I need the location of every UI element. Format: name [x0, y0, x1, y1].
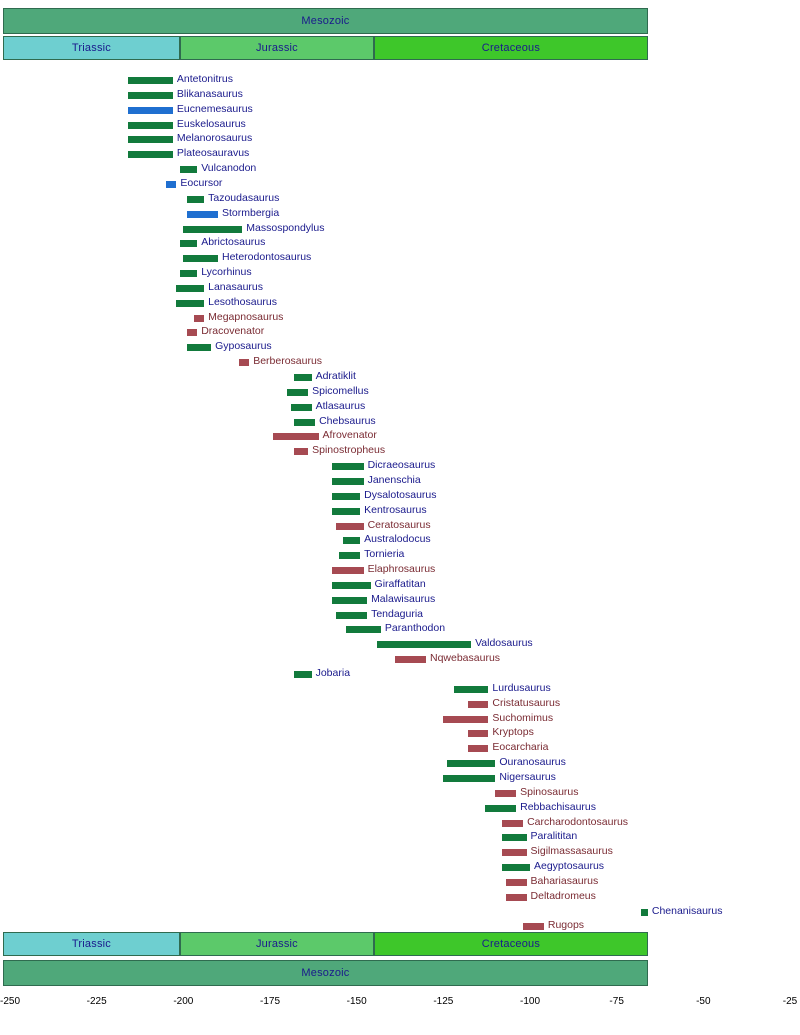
taxon-label: Carcharodontosaurus — [527, 815, 629, 828]
taxon-row — [0, 622, 800, 636]
taxon-label: Cristatusaurus — [492, 696, 561, 709]
range-bar — [346, 626, 381, 633]
range-bar — [332, 463, 363, 470]
taxon-label: Kryptops — [492, 726, 534, 739]
taxon-label: Dysalotosaurus — [364, 488, 437, 501]
taxon-label: Janenschia — [367, 473, 421, 486]
taxon-row — [0, 459, 800, 473]
range-bar — [506, 894, 527, 901]
range-bar — [395, 656, 426, 663]
taxon-row — [0, 311, 800, 325]
taxon-label: Melanorosaurus — [176, 132, 253, 145]
range-bar — [180, 166, 197, 173]
taxon-row — [0, 489, 800, 503]
axis-tick-label: -25 — [782, 996, 798, 1007]
taxon-row — [0, 444, 800, 458]
range-bar — [332, 582, 370, 589]
axis-tick-label: -75 — [609, 996, 624, 1007]
band-label: Cretaceous — [481, 938, 541, 950]
taxon-row — [0, 207, 800, 221]
taxon-row — [0, 400, 800, 414]
range-bar — [641, 909, 648, 916]
taxon-label: Spinosaurus — [520, 785, 579, 798]
range-bar — [343, 537, 360, 544]
taxon-row — [0, 533, 800, 547]
axis-tick-label: -50 — [696, 996, 711, 1007]
range-bar — [176, 300, 204, 307]
taxon-label: Eocursor — [180, 176, 223, 189]
taxon-row — [0, 281, 800, 295]
taxon-label: Jobaria — [315, 667, 351, 679]
range-bar — [166, 181, 176, 188]
range-bar — [502, 834, 526, 841]
taxon-row — [0, 845, 800, 859]
taxon-label: Adratiklit — [315, 370, 356, 382]
range-bar — [187, 211, 218, 218]
taxon-label: Sigilmassasaurus — [530, 845, 613, 858]
taxon-row — [0, 548, 800, 562]
taxon-row — [0, 816, 800, 830]
taxon-row — [0, 519, 800, 533]
taxon-label: Paralititan — [530, 830, 578, 843]
band-label: Triassic — [71, 42, 111, 54]
taxon-label: Vulcanodon — [201, 162, 257, 175]
taxon-row — [0, 73, 800, 87]
taxon-row — [0, 875, 800, 889]
range-bar — [294, 374, 311, 381]
taxon-row — [0, 103, 800, 117]
range-bar — [128, 92, 173, 99]
taxon-label: Euskelosaurus — [176, 117, 246, 130]
taxon-label: Elaphrosaurus — [367, 563, 436, 576]
range-bar — [447, 760, 496, 767]
period-band-bottom — [0, 932, 800, 956]
range-bar — [495, 790, 516, 797]
taxon-label: Megapnosaurus — [208, 310, 284, 323]
taxon-label: Plateosauravus — [176, 147, 250, 160]
taxon-row — [0, 504, 800, 518]
taxon-label: Berberosaurus — [253, 355, 323, 368]
taxon-row — [0, 266, 800, 280]
taxon-row — [0, 726, 800, 740]
range-bar — [239, 359, 249, 366]
taxon-label: Lesothosaurus — [208, 295, 278, 308]
range-bar — [468, 701, 489, 708]
era-band-bottom-segment-mesozoic — [3, 960, 648, 986]
axis-tick-label: -125 — [433, 996, 454, 1007]
taxon-row — [0, 88, 800, 102]
taxon-row — [0, 192, 800, 206]
range-bar — [339, 552, 360, 559]
taxon-label: Giraffatitan — [374, 577, 426, 590]
taxon-row — [0, 385, 800, 399]
range-bar — [443, 716, 488, 723]
taxon-label: Nqwebasaurus — [430, 652, 501, 665]
taxon-row — [0, 340, 800, 354]
range-bar — [128, 122, 173, 129]
taxon-label: Atlasaurus — [315, 399, 366, 412]
taxon-row — [0, 162, 800, 176]
range-bar — [443, 775, 495, 782]
taxon-row — [0, 741, 800, 755]
band-label: Mesozoic — [301, 967, 350, 979]
band-label: Triassic — [71, 938, 111, 950]
taxon-label: Lanasaurus — [208, 280, 263, 293]
taxon-row — [0, 236, 800, 250]
taxon-label: Ouranosaurus — [499, 756, 566, 769]
taxon-row — [0, 251, 800, 265]
range-bar — [502, 820, 523, 827]
axis-tick-label: -200 — [173, 996, 194, 1007]
taxon-row — [0, 578, 800, 592]
taxon-row — [0, 415, 800, 429]
range-bar — [187, 329, 197, 336]
range-bar — [291, 404, 312, 411]
taxon-label: Bahariasaurus — [530, 874, 599, 887]
taxon-row — [0, 682, 800, 696]
taxon-row — [0, 756, 800, 770]
period-band-bottom-segment-triassic — [3, 932, 180, 956]
axis-tick-label: -225 — [86, 996, 107, 1007]
range-bar — [128, 151, 173, 158]
range-bar — [336, 523, 364, 530]
range-bar — [336, 612, 367, 619]
range-bar — [273, 433, 318, 440]
taxon-row — [0, 786, 800, 800]
taxon-label: Valdosaurus — [475, 637, 533, 650]
taxon-label: Paranthodon — [384, 622, 446, 635]
taxon-label: Blikanasaurus — [176, 87, 243, 100]
range-bar — [502, 864, 530, 871]
taxon-row — [0, 177, 800, 191]
taxon-label: Ceratosaurus — [367, 518, 431, 531]
taxon-label: Malawisaurus — [371, 592, 436, 605]
band-label: Mesozoic — [301, 15, 350, 27]
period-band-bottom-segment-jurassic — [180, 932, 374, 956]
taxon-row — [0, 667, 800, 681]
range-bar — [187, 196, 204, 203]
taxon-row — [0, 593, 800, 607]
taxon-label: Lurdusaurus — [492, 681, 551, 694]
axis-tick-label: -250 — [0, 996, 21, 1007]
range-bar — [502, 849, 526, 856]
taxon-label: Australodocus — [364, 533, 431, 546]
era-band-bottom — [0, 960, 800, 986]
band-label: Jurassic — [255, 938, 298, 950]
taxon-row — [0, 771, 800, 785]
taxon-label: Suchomimus — [492, 711, 554, 724]
taxon-row — [0, 147, 800, 161]
taxon-row — [0, 905, 800, 919]
range-bar — [128, 77, 173, 84]
range-bar — [180, 240, 197, 247]
range-bar — [294, 448, 308, 455]
taxon-row — [0, 429, 800, 443]
taxon-row — [0, 637, 800, 651]
range-bar — [183, 255, 218, 262]
axis-line — [0, 992, 800, 993]
taxon-label: Gyposaurus — [215, 340, 272, 353]
range-bar — [454, 686, 489, 693]
x-axis — [0, 992, 800, 1016]
taxon-label: Tornieria — [364, 548, 405, 561]
range-bar — [523, 923, 544, 930]
range-bar — [180, 270, 197, 277]
taxon-row — [0, 652, 800, 666]
taxon-label: Eucnemesaurus — [176, 102, 253, 115]
taxon-row — [0, 712, 800, 726]
range-bar — [332, 478, 363, 485]
taxon-row — [0, 132, 800, 146]
taxon-label: Abrictosaurus — [201, 236, 266, 249]
range-bar — [332, 493, 360, 500]
range-bar — [332, 567, 363, 574]
range-bar — [194, 315, 204, 322]
taxon-label: Nigersaurus — [499, 770, 556, 783]
axis-tick-label: -100 — [519, 996, 541, 1007]
range-bar — [485, 805, 516, 812]
range-bar — [294, 419, 315, 426]
taxon-label: Lycorhinus — [201, 266, 252, 279]
taxon-label: Spicomellus — [312, 384, 369, 397]
range-bar — [377, 641, 471, 648]
taxon-label: Dicraeosaurus — [367, 459, 436, 472]
taxon-row — [0, 830, 800, 844]
range-bar — [506, 879, 527, 886]
taxon-label: Spinostropheus — [312, 444, 386, 457]
axis-tick-label: -175 — [259, 996, 281, 1007]
range-bar — [294, 671, 311, 678]
taxon-row — [0, 860, 800, 874]
taxon-label: Eocarcharia — [492, 741, 549, 754]
taxon-row — [0, 801, 800, 815]
taxon-row — [0, 563, 800, 577]
band-label: Jurassic — [255, 42, 298, 54]
taxon-label: Heterodontosaurus — [222, 251, 312, 264]
taxon-label: Stormbergia — [222, 206, 280, 219]
range-bar — [128, 136, 173, 143]
taxon-label: Chenanisaurus — [651, 904, 723, 917]
range-bar — [468, 730, 489, 737]
range-bar — [183, 226, 242, 233]
taxon-label: Tendaguria — [371, 607, 424, 620]
taxon-label: Tazoudasaurus — [208, 191, 280, 204]
range-bar — [128, 107, 173, 114]
taxon-row — [0, 370, 800, 384]
taxon-row — [0, 608, 800, 622]
range-bar — [287, 389, 308, 396]
taxon-label: Massospondylus — [246, 221, 325, 234]
taxon-row — [0, 890, 800, 904]
taxon-label: Afrovenator — [322, 429, 377, 442]
range-bar — [332, 508, 360, 515]
range-bar — [187, 344, 211, 351]
taxon-label: Dracovenator — [201, 325, 265, 338]
range-bar — [176, 285, 204, 292]
taxon-label: Deltadromeus — [530, 889, 596, 902]
taxon-row — [0, 296, 800, 310]
taxon-row — [0, 697, 800, 711]
taxon-row — [0, 325, 800, 339]
range-bar — [332, 597, 367, 604]
taxon-row — [0, 222, 800, 236]
period-band-bottom-segment-cretaceous — [374, 932, 648, 956]
taxon-label: Antetonitrus — [176, 73, 233, 85]
range-bar — [468, 745, 489, 752]
taxon-row — [0, 118, 800, 132]
taxon-label: Rugops — [547, 919, 585, 932]
taxon-row — [0, 474, 800, 488]
taxon-label: Rebbachisaurus — [520, 800, 597, 813]
taxon-label: Aegyptosaurus — [534, 860, 605, 873]
axis-tick-label: -150 — [346, 996, 367, 1007]
taxon-row — [0, 355, 800, 369]
band-label: Cretaceous — [481, 42, 541, 54]
taxon-label: Kentrosaurus — [364, 503, 427, 516]
taxon-label: Chebsaurus — [319, 414, 376, 427]
